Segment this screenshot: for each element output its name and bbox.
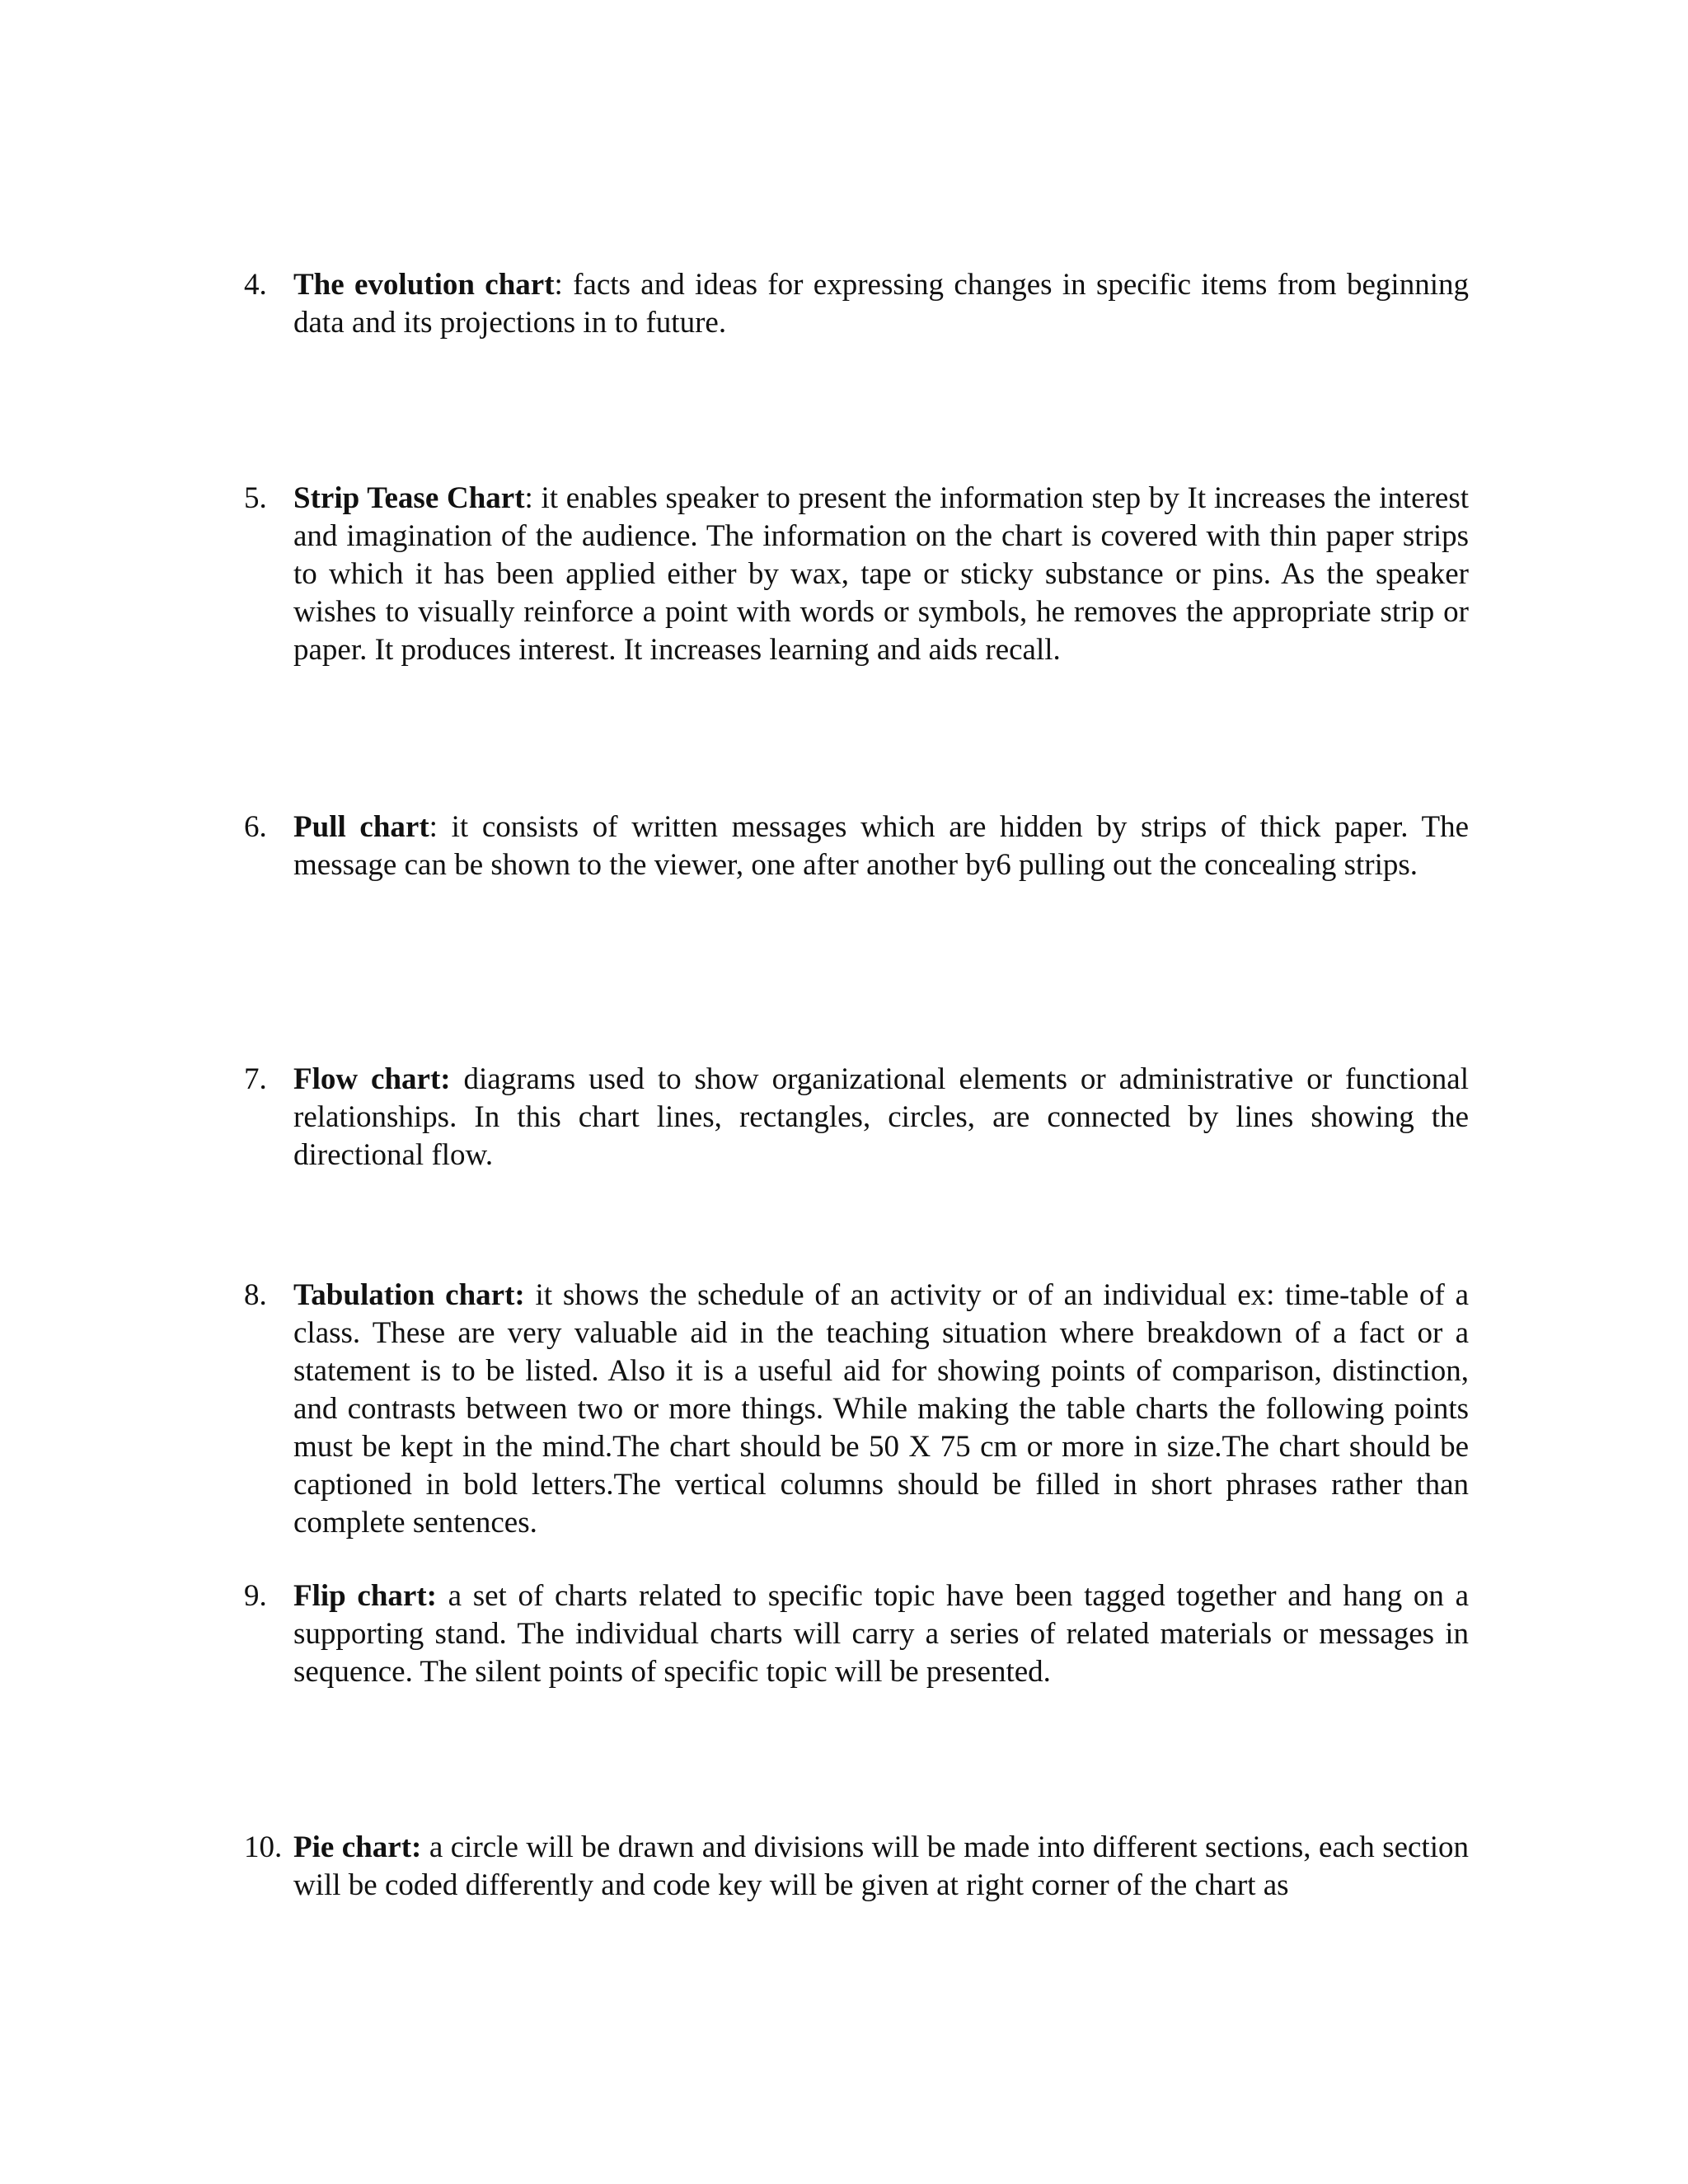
item-number: 5. bbox=[244, 481, 267, 515]
list-item-8 bbox=[244, 1277, 1469, 1542]
list-item-5 bbox=[244, 480, 1469, 669]
item-body bbox=[293, 1577, 1469, 1691]
item-text: it shows the schedule of an activity or of an individual ex: time-table of a class. These are very valuable aid in the teaching situation where breakdown of a fact or a statement is to be listed. Also it is a useful aid for showing points of comparison, distinction, and contrasts between two or more things. While making the table charts the following points must be kept in the mind.The chart should be 50 X 75 cm or more in size.The chart should be captioned in bold letters.The vertical columns should be filled in short phrases rather than complete sentences. bbox=[293, 1278, 1469, 1540]
item-term: The evolution chart bbox=[293, 268, 555, 302]
item-term: Strip Tease Chart bbox=[293, 481, 525, 515]
item-term: Tabulation chart: bbox=[293, 1278, 525, 1312]
item-text: a set of charts related to specific topic have been tagged together and hang on a supporting stand. The individual charts will carry a series of related materials or messages in sequence. The silent points of specific topic will be presented. bbox=[293, 1579, 1469, 1689]
item-body bbox=[293, 1061, 1469, 1174]
item-text: diagrams used to show organizational elements or administrative or functional relationships. In this chart lines, rectangles, circles, are connected by lines showing the directional flow. bbox=[293, 1062, 1469, 1172]
list-item-7 bbox=[244, 1061, 1469, 1174]
item-term: Flow chart: bbox=[293, 1062, 451, 1096]
item-number: 8. bbox=[244, 1278, 267, 1312]
item-separator: : bbox=[429, 810, 438, 844]
item-body bbox=[293, 1277, 1469, 1542]
item-separator: : bbox=[524, 481, 533, 515]
item-body bbox=[293, 480, 1469, 669]
item-term: Pull chart bbox=[293, 810, 429, 844]
list-item-10 bbox=[244, 1829, 1469, 1905]
item-number: 6. bbox=[244, 810, 267, 844]
item-number: 10. bbox=[244, 1830, 283, 1864]
item-term: Flip chart: bbox=[293, 1579, 437, 1613]
item-number: 7. bbox=[244, 1062, 267, 1096]
list-item-6 bbox=[244, 808, 1469, 884]
item-text: facts and ideas for expressing changes in specific items from beginning data and its projections in to future. bbox=[293, 268, 1469, 340]
item-text: it consists of written messages which are hidden by strips of thick paper. The message can be shown to the viewer, one after another by6 pulling out the concealing strips. bbox=[293, 810, 1470, 882]
item-term: Pie chart: bbox=[293, 1830, 422, 1864]
list-item-4 bbox=[244, 266, 1469, 342]
item-text: a circle will be drawn and divisions will be made into different sections, each section will be coded differently and code key will be given at right corner of the chart as bbox=[293, 1830, 1470, 1902]
item-number: 4. bbox=[244, 268, 267, 302]
list-item-9 bbox=[244, 1577, 1469, 1691]
item-number: 9. bbox=[244, 1579, 267, 1613]
item-body bbox=[293, 266, 1469, 342]
item-text: it enables speaker to present the information step by It increases the interest and imagination of the audience. The information on the chart is covered with thin paper strips to which it has been applied either by wax, tape or sticky substance or pins. As the speaker wishes to visually reinforce a point with words or symbols, he removes the appropriate strip or paper. It produces interest. It increases learning and aids recall. bbox=[293, 481, 1470, 667]
item-separator: : bbox=[554, 268, 563, 302]
item-body bbox=[293, 808, 1469, 884]
item-body bbox=[293, 1829, 1469, 1905]
